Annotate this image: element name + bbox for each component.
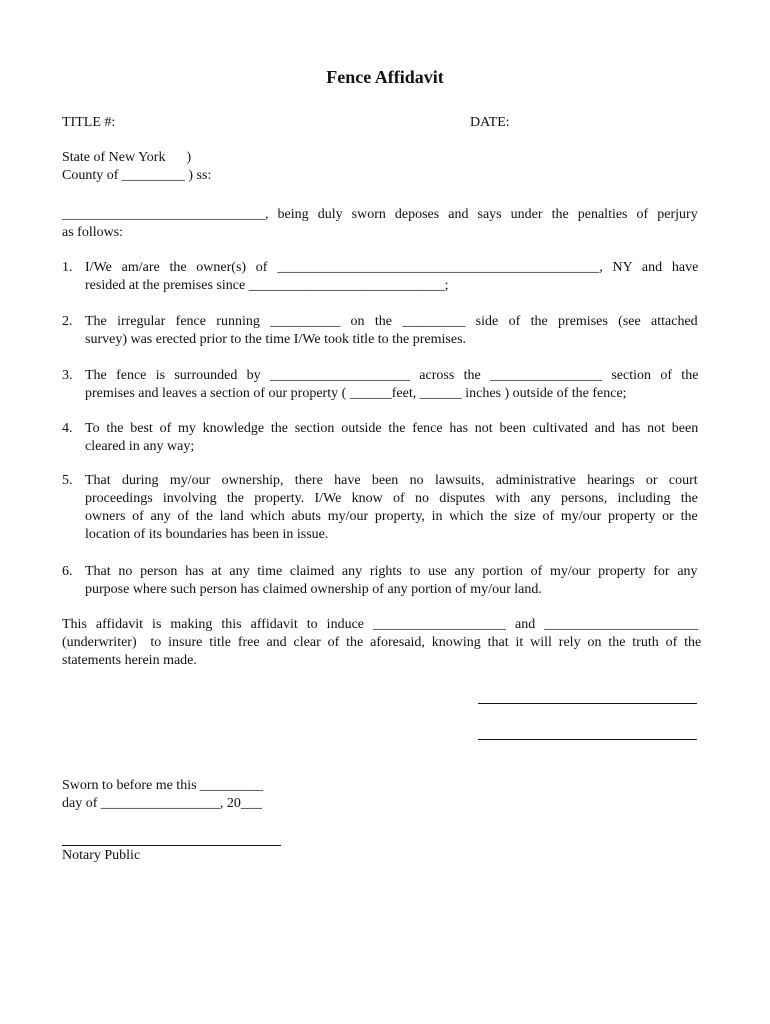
list-item-line: I/We am/are the owner(s) of ______________________________________________, NY and have — [85, 260, 699, 275]
closing-paragraph — [62, 616, 702, 670]
list-item — [62, 259, 698, 295]
list-item-line: survey) was erected prior to the time I/We took title to the premises. — [85, 332, 467, 347]
list-item-line: premises and leaves a section of our property ( ______feet, ______ inches ) outside of the fence; — [85, 386, 627, 401]
intro-line: _____________________________, being duly sworn deposes and says under the penalties of perjury — [62, 207, 698, 222]
list-item-line: That no person has at any time claimed any rights to use any portion of my/our property for any — [85, 564, 698, 579]
intro-paragraph — [62, 206, 698, 242]
list-item — [62, 472, 698, 544]
list-item-line: cleared in any way; — [85, 439, 195, 454]
sworn-line: Sworn to before me this _________ — [62, 778, 264, 793]
list-item-number: 3. — [62, 368, 73, 383]
document-title: Fence Affidavit — [326, 67, 444, 87]
intro-line: as follows: — [62, 225, 124, 240]
list-item — [62, 563, 698, 599]
closing-line: This affidavit is making this affidavit to induce ___________________ and ______________________ — [62, 617, 699, 632]
list-item-line: location of its boundaries has been in issue. — [85, 527, 329, 542]
list-item-line: That during my/our ownership, there have been no lawsuits, administrative hearings or court — [85, 473, 698, 488]
sworn-date-line: day of _________________, 20___ — [62, 796, 262, 811]
list-item — [62, 313, 698, 349]
list-item — [62, 420, 698, 456]
list-item-line: resided at the premises since ____________________________; — [85, 278, 449, 293]
affiant-signature-line-2 — [478, 739, 697, 740]
list-item-number: 2. — [62, 314, 73, 329]
county-line: County of _________ ) ss: — [62, 168, 212, 183]
closing-line: statements herein made. — [62, 653, 197, 668]
list-item-line: The fence is surrounded by ____________________ across the ________________ section of the — [85, 368, 699, 383]
list-item-number: 4. — [62, 421, 73, 436]
notary-signature-line — [62, 845, 281, 846]
title-number-label: TITLE #: — [62, 115, 116, 130]
list-item-number: 6. — [62, 564, 73, 579]
list-item-line: owners of any of the land which abuts my/our property, in which the size of my/our property or the — [85, 509, 698, 524]
affiant-signature-line-1 — [478, 703, 697, 704]
list-item — [62, 367, 698, 403]
closing-line: (underwriter) to insure title free and clear of the aforesaid, knowing that it will rely on the truth of the — [62, 635, 702, 650]
list-item-number: 5. — [62, 473, 73, 488]
state-line: State of New York ) — [62, 150, 192, 165]
list-item-line: purpose where such person has claimed ownership of any portion of my/our land. — [85, 582, 542, 597]
list-item-line: proceedings involving the property. I/We know of no disputes with any persons, including the — [85, 491, 698, 506]
list-item-line: To the best of my knowledge the section outside the fence has not been cultivated and has not been — [85, 421, 699, 436]
list-item-number: 1. — [62, 260, 73, 275]
list-item-line: The irregular fence running __________ on the _________ side of the premises (see attached — [85, 314, 698, 329]
date-label: DATE: — [470, 115, 510, 130]
notary-public-label: Notary Public — [62, 848, 141, 863]
